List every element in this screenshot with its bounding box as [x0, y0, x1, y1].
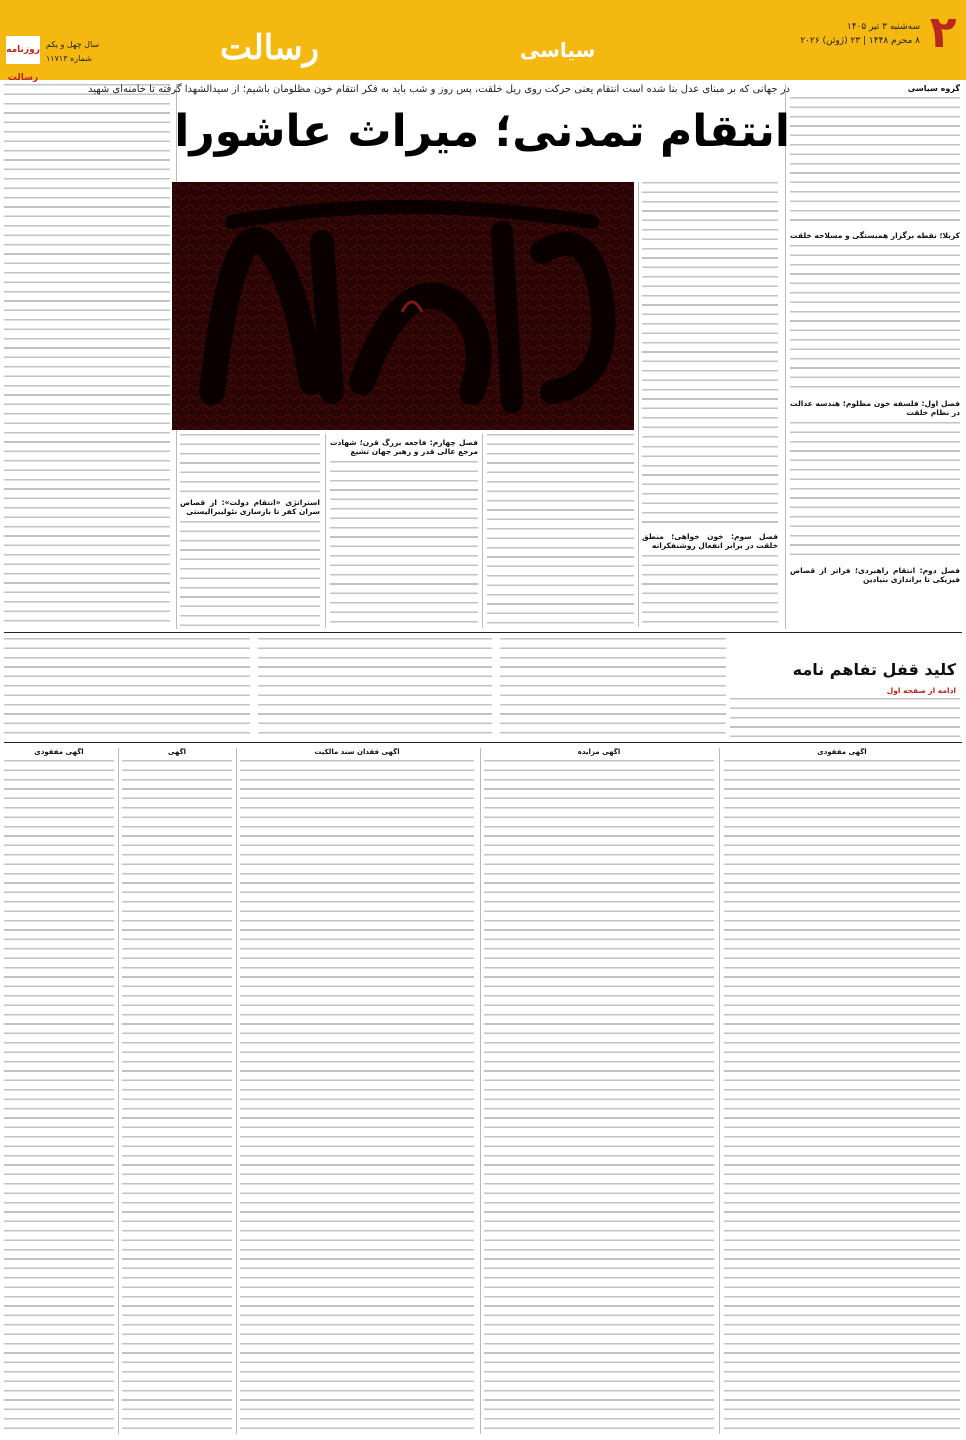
ads-col4-title: آگهی — [167, 748, 187, 756]
subhead-chapter-4: فصل چهارم: فاجعه بزرگ قرن؛ شهادت مرجع عالی قدر و رهبر جهان تشیع — [330, 438, 478, 457]
sidebar-subhead-1: کربلا؛ نقطه برگزار همبستگی و مسلاحه خلقت — [790, 231, 960, 241]
main-article-headline: انتقام تمدنی؛ میراث عاشورا — [174, 106, 790, 157]
column-rule — [638, 182, 639, 627]
ads-col1-title: آگهی مفقودی — [817, 748, 867, 756]
second-article-body-4 — [4, 638, 250, 738]
second-article-byline: ادامه از صفحه اول — [886, 686, 956, 695]
main-article-subsection-4 — [330, 434, 478, 628]
main-article-subsection-3 — [642, 528, 778, 628]
column-rule — [482, 434, 483, 628]
column-rule — [325, 434, 326, 628]
header-issue-number: شماره ۱۱۷۱۳ — [46, 54, 92, 63]
ads-divider — [4, 742, 962, 743]
column-rule — [719, 748, 720, 1434]
sidebar-subhead-2: فصل اول: فلسفه خون مظلوم؛ هندسه عدالت در نظام خلقت — [790, 398, 960, 418]
classified-ads-column-5 — [4, 748, 114, 1434]
newspaper-logo: رسالت — [220, 28, 320, 68]
classified-ads-column-2 — [484, 748, 714, 1434]
classified-ads-column-3 — [240, 748, 474, 1434]
main-article-kicker: در جهانی که بر مبنای عدل بنا شده است انتقام یعنی حرکت روی ریل خلقت، پس روز و شب باید به فکر انتقام خون مظلومان باشیم؛ از سیدالشهدا گرفته تا خامنه‌ای شهید — [87, 84, 790, 95]
header-date-persian: سه‌شنبه ۳ تیر ۱۴۰۵ — [846, 22, 920, 32]
column-rule — [118, 748, 119, 1434]
subhead-strategy: استراتژی «انتقام دولت»: از قصاص سران کفر تا بازسازی نئولیبرالیستی — [180, 498, 320, 517]
page-header — [0, 0, 966, 83]
ads-col3-title: آگهی فقدان سند مالکیت — [314, 748, 400, 756]
second-article-body-1 — [730, 698, 960, 738]
left-text-column — [4, 84, 170, 629]
header-volume: سال چهل و یکم — [46, 40, 100, 49]
classified-ads-column-4 — [122, 748, 232, 1434]
main-article-subsection-5 — [180, 434, 320, 628]
classified-ads-column-1 — [724, 748, 960, 1434]
column-rule — [480, 748, 481, 1434]
mini-logo: روزنامه رسالت — [6, 36, 40, 64]
main-article-body-1 — [642, 182, 778, 442]
header-date-other: ۸ محرم ۱۴۴۸ | ۲۳ (ژوئن) ۲۰۲۶ — [800, 36, 920, 46]
page-number: ۲ — [929, 7, 957, 58]
second-article-body-3 — [258, 638, 492, 738]
section-divider — [4, 632, 962, 633]
section-title: سیاسی — [520, 38, 596, 62]
second-article-title: کلید قفل تفاهم نامه — [792, 660, 956, 679]
main-article-body-2 — [642, 446, 778, 526]
sidebar-label: گروه سیاسی — [907, 84, 960, 93]
subhead-chapter-3: فصل سوم: خون خواهی؛ منطق خلقت در برابر انفعال روشنفکرانه — [642, 532, 778, 551]
main-article-body-3 — [487, 434, 634, 628]
second-article-body-2 — [500, 638, 726, 738]
column-rule — [785, 84, 786, 629]
column-rule — [236, 748, 237, 1434]
muharram-calligraphy-image — [172, 182, 634, 430]
sidebar-subhead-3: فصل دوم: انتقام راهبردی؛ فراتر از قصاص فیزیکی تا براندازی بنیادین — [790, 565, 960, 585]
ads-col5-title: آگهی مفقودی — [34, 748, 84, 756]
ads-col2-title: آگهی مزایده — [577, 748, 621, 756]
sidebar-article — [790, 84, 960, 614]
